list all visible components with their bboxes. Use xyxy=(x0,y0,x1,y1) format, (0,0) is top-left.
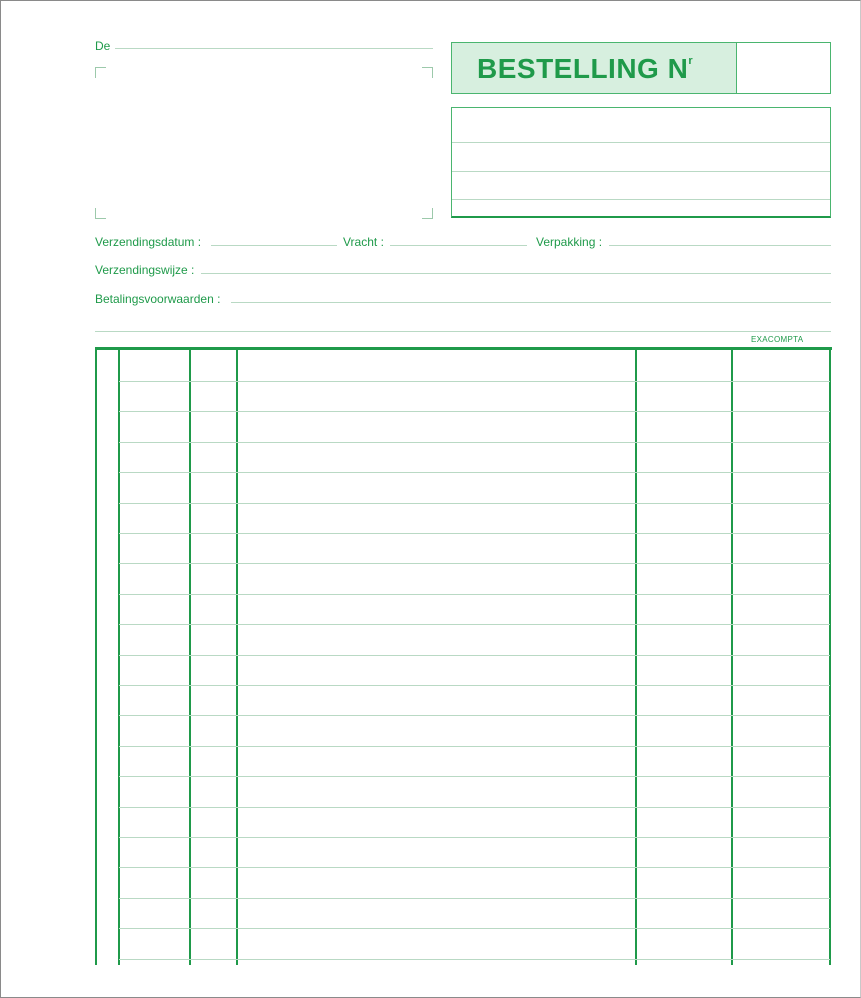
table-row[interactable] xyxy=(119,472,830,473)
extra-line-field[interactable] xyxy=(95,331,831,332)
payment-terms-field[interactable] xyxy=(231,302,831,303)
table-row[interactable] xyxy=(119,746,830,747)
freight-label: Vracht : xyxy=(343,235,384,249)
shipping-method-field[interactable] xyxy=(201,273,831,274)
sender-address-area[interactable] xyxy=(106,77,422,208)
table-row[interactable] xyxy=(119,594,830,595)
address-line xyxy=(452,142,830,143)
table-row[interactable] xyxy=(119,715,830,716)
crop-mark-bottom-right xyxy=(422,208,433,219)
table-row[interactable] xyxy=(119,411,830,412)
brand-label: EXACOMPTA xyxy=(751,335,804,344)
address-line xyxy=(452,199,830,200)
crop-mark-top-right xyxy=(422,67,433,78)
freight-field[interactable] xyxy=(390,245,527,246)
order-number-field[interactable] xyxy=(737,43,830,93)
table-row[interactable] xyxy=(119,685,830,686)
table-row[interactable] xyxy=(119,928,830,929)
order-lines-table xyxy=(95,347,832,965)
shipping-date-field[interactable] xyxy=(211,245,337,246)
table-row[interactable] xyxy=(119,898,830,899)
order-title-panel xyxy=(452,43,737,93)
table-column-divider xyxy=(95,350,97,965)
table-row[interactable] xyxy=(119,807,830,808)
table-row[interactable] xyxy=(119,867,830,868)
table-row[interactable] xyxy=(119,563,830,564)
shipping-date-label: Verzendingsdatum : xyxy=(95,235,202,249)
table-row[interactable] xyxy=(119,442,830,443)
crop-mark-top-left xyxy=(95,67,106,78)
table-row[interactable] xyxy=(119,837,830,838)
crop-mark-bottom-left xyxy=(95,208,106,219)
table-row[interactable] xyxy=(119,776,830,777)
table-row[interactable] xyxy=(119,381,830,382)
table-row[interactable] xyxy=(119,624,830,625)
shipping-method-label: Verzendingswijze : xyxy=(95,263,195,277)
payment-terms-label: Betalingsvoorwaarden : xyxy=(95,292,221,306)
packaging-label: Verpakking : xyxy=(536,235,603,249)
from-label: De xyxy=(95,39,111,53)
from-field-line[interactable] xyxy=(115,48,433,49)
address-line xyxy=(452,171,830,172)
order-number-box xyxy=(451,42,831,94)
recipient-address-box[interactable] xyxy=(451,107,831,218)
table-row[interactable] xyxy=(119,533,830,534)
table-row[interactable] xyxy=(119,655,830,656)
order-title: BESTELLING $N^r$ xyxy=(477,53,694,84)
table-row[interactable] xyxy=(119,503,830,504)
packaging-field[interactable] xyxy=(609,245,831,246)
table-row[interactable] xyxy=(119,959,830,960)
